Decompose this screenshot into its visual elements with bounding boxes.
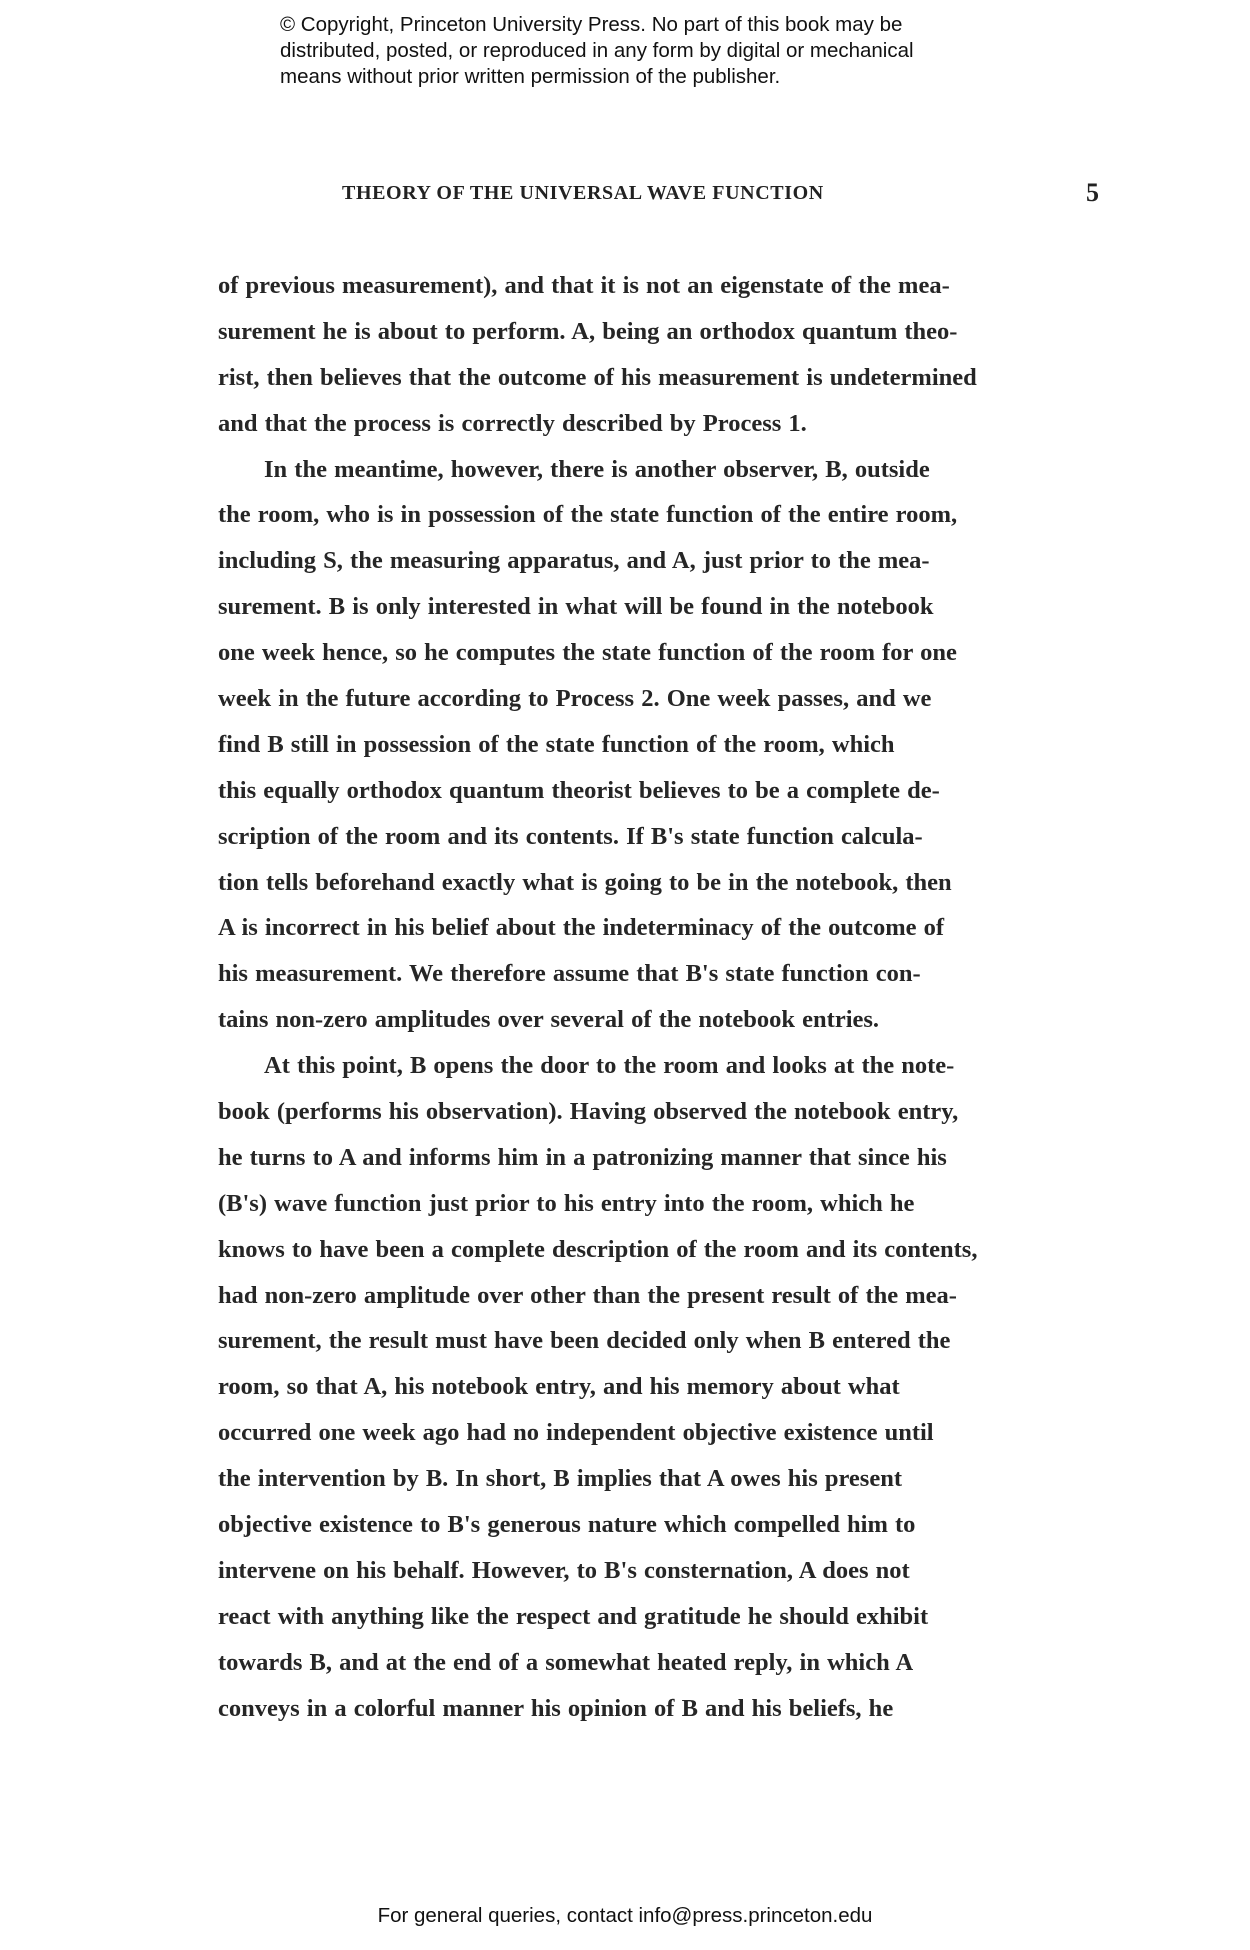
text-line: surement, the result must have been decided only when B entered the (218, 1327, 951, 1355)
text-line: react with anything like the respect and gratitude he should exhibit (218, 1602, 929, 1630)
text-line: the intervention by B. In short, B implies that A owes his present (218, 1465, 902, 1493)
text-line: surement he is about to perform. A, being an orthodox quantum theo- (218, 317, 958, 345)
text-line: towards B, and at the end of a somewhat heated reply, in which A (218, 1648, 914, 1676)
text-line: had non-zero amplitude over other than the present result of the mea- (218, 1281, 957, 1309)
text-line: he turns to A and informs him in a patronizing manner that since his (218, 1143, 947, 1171)
text-line: (B's) wave function just prior to his entry into the room, which he (218, 1189, 915, 1217)
text-line: including S, the measuring apparatus, and A, just prior to the mea- (218, 547, 930, 575)
text-line: week in the future according to Process 2. One week passes, and we (218, 685, 932, 713)
running-head (0, 180, 1250, 210)
paragraph-start-line: At this point, B opens the door to the room and looks at the note- (264, 1052, 955, 1080)
text-line: surement. B is only interested in what will be found in the notebook (218, 593, 934, 621)
text-line: intervene on his behalf. However, to B's consternation, A does not (218, 1556, 910, 1584)
text-line: room, so that A, his notebook entry, and his memory about what (218, 1373, 900, 1401)
text-line: rist, then believes that the outcome of his measurement is undetermined (218, 363, 977, 391)
text-line: book (performs his observation). Having observed the notebook entry, (218, 1098, 959, 1126)
text-line: the room, who is in possession of the state function of the entire room, (218, 501, 958, 529)
copyright-line: means without prior written permission of the publisher. (280, 65, 781, 88)
text-line: find B still in possession of the state function of the room, which (218, 730, 895, 758)
text-line: scription of the room and its contents. If B's state function calcula- (218, 822, 923, 850)
copyright-notice (280, 12, 1040, 90)
text-line: conveys in a colorful manner his opinion of B and his beliefs, he (218, 1694, 894, 1722)
text-line: and that the process is correctly described by Process 1. (218, 409, 807, 437)
text-line: his measurement. We therefore assume that B's state function con- (218, 960, 921, 988)
running-title: THEORY OF THE UNIVERSAL WAVE FUNCTION (342, 182, 824, 204)
body-text (218, 263, 1158, 1732)
paragraph-start-line: In the meantime, however, there is another observer, B, outside (264, 455, 930, 483)
text-line: tion tells beforehand exactly what is going to be in the notebook, then (218, 868, 952, 896)
text-line: tains non-zero amplitudes over several of the notebook entries. (218, 1006, 880, 1034)
footer-contact: For general queries, contact info@press.princeton.edu (377, 1904, 873, 1927)
text-line: objective existence to B's generous nature which compelled him to (218, 1511, 916, 1539)
copyright-line: © Copyright, Princeton University Press. No part of this book may be (280, 13, 903, 36)
text-line: one week hence, so he computes the state function of the room for one (218, 639, 957, 667)
copyright-line: distributed, posted, or reproduced in any form by digital or mechanical (280, 39, 914, 62)
text-line: occurred one week ago had no independent objective existence until (218, 1419, 934, 1447)
page-number: 5 (1086, 178, 1099, 207)
text-line: this equally orthodox quantum theorist believes to be a complete de- (218, 776, 940, 804)
text-line: knows to have been a complete description of the room and its contents, (218, 1235, 978, 1263)
text-line: A is incorrect in his belief about the indeterminacy of the outcome of (218, 914, 945, 942)
text-line: of previous measurement), and that it is not an eigenstate of the mea- (218, 272, 950, 299)
